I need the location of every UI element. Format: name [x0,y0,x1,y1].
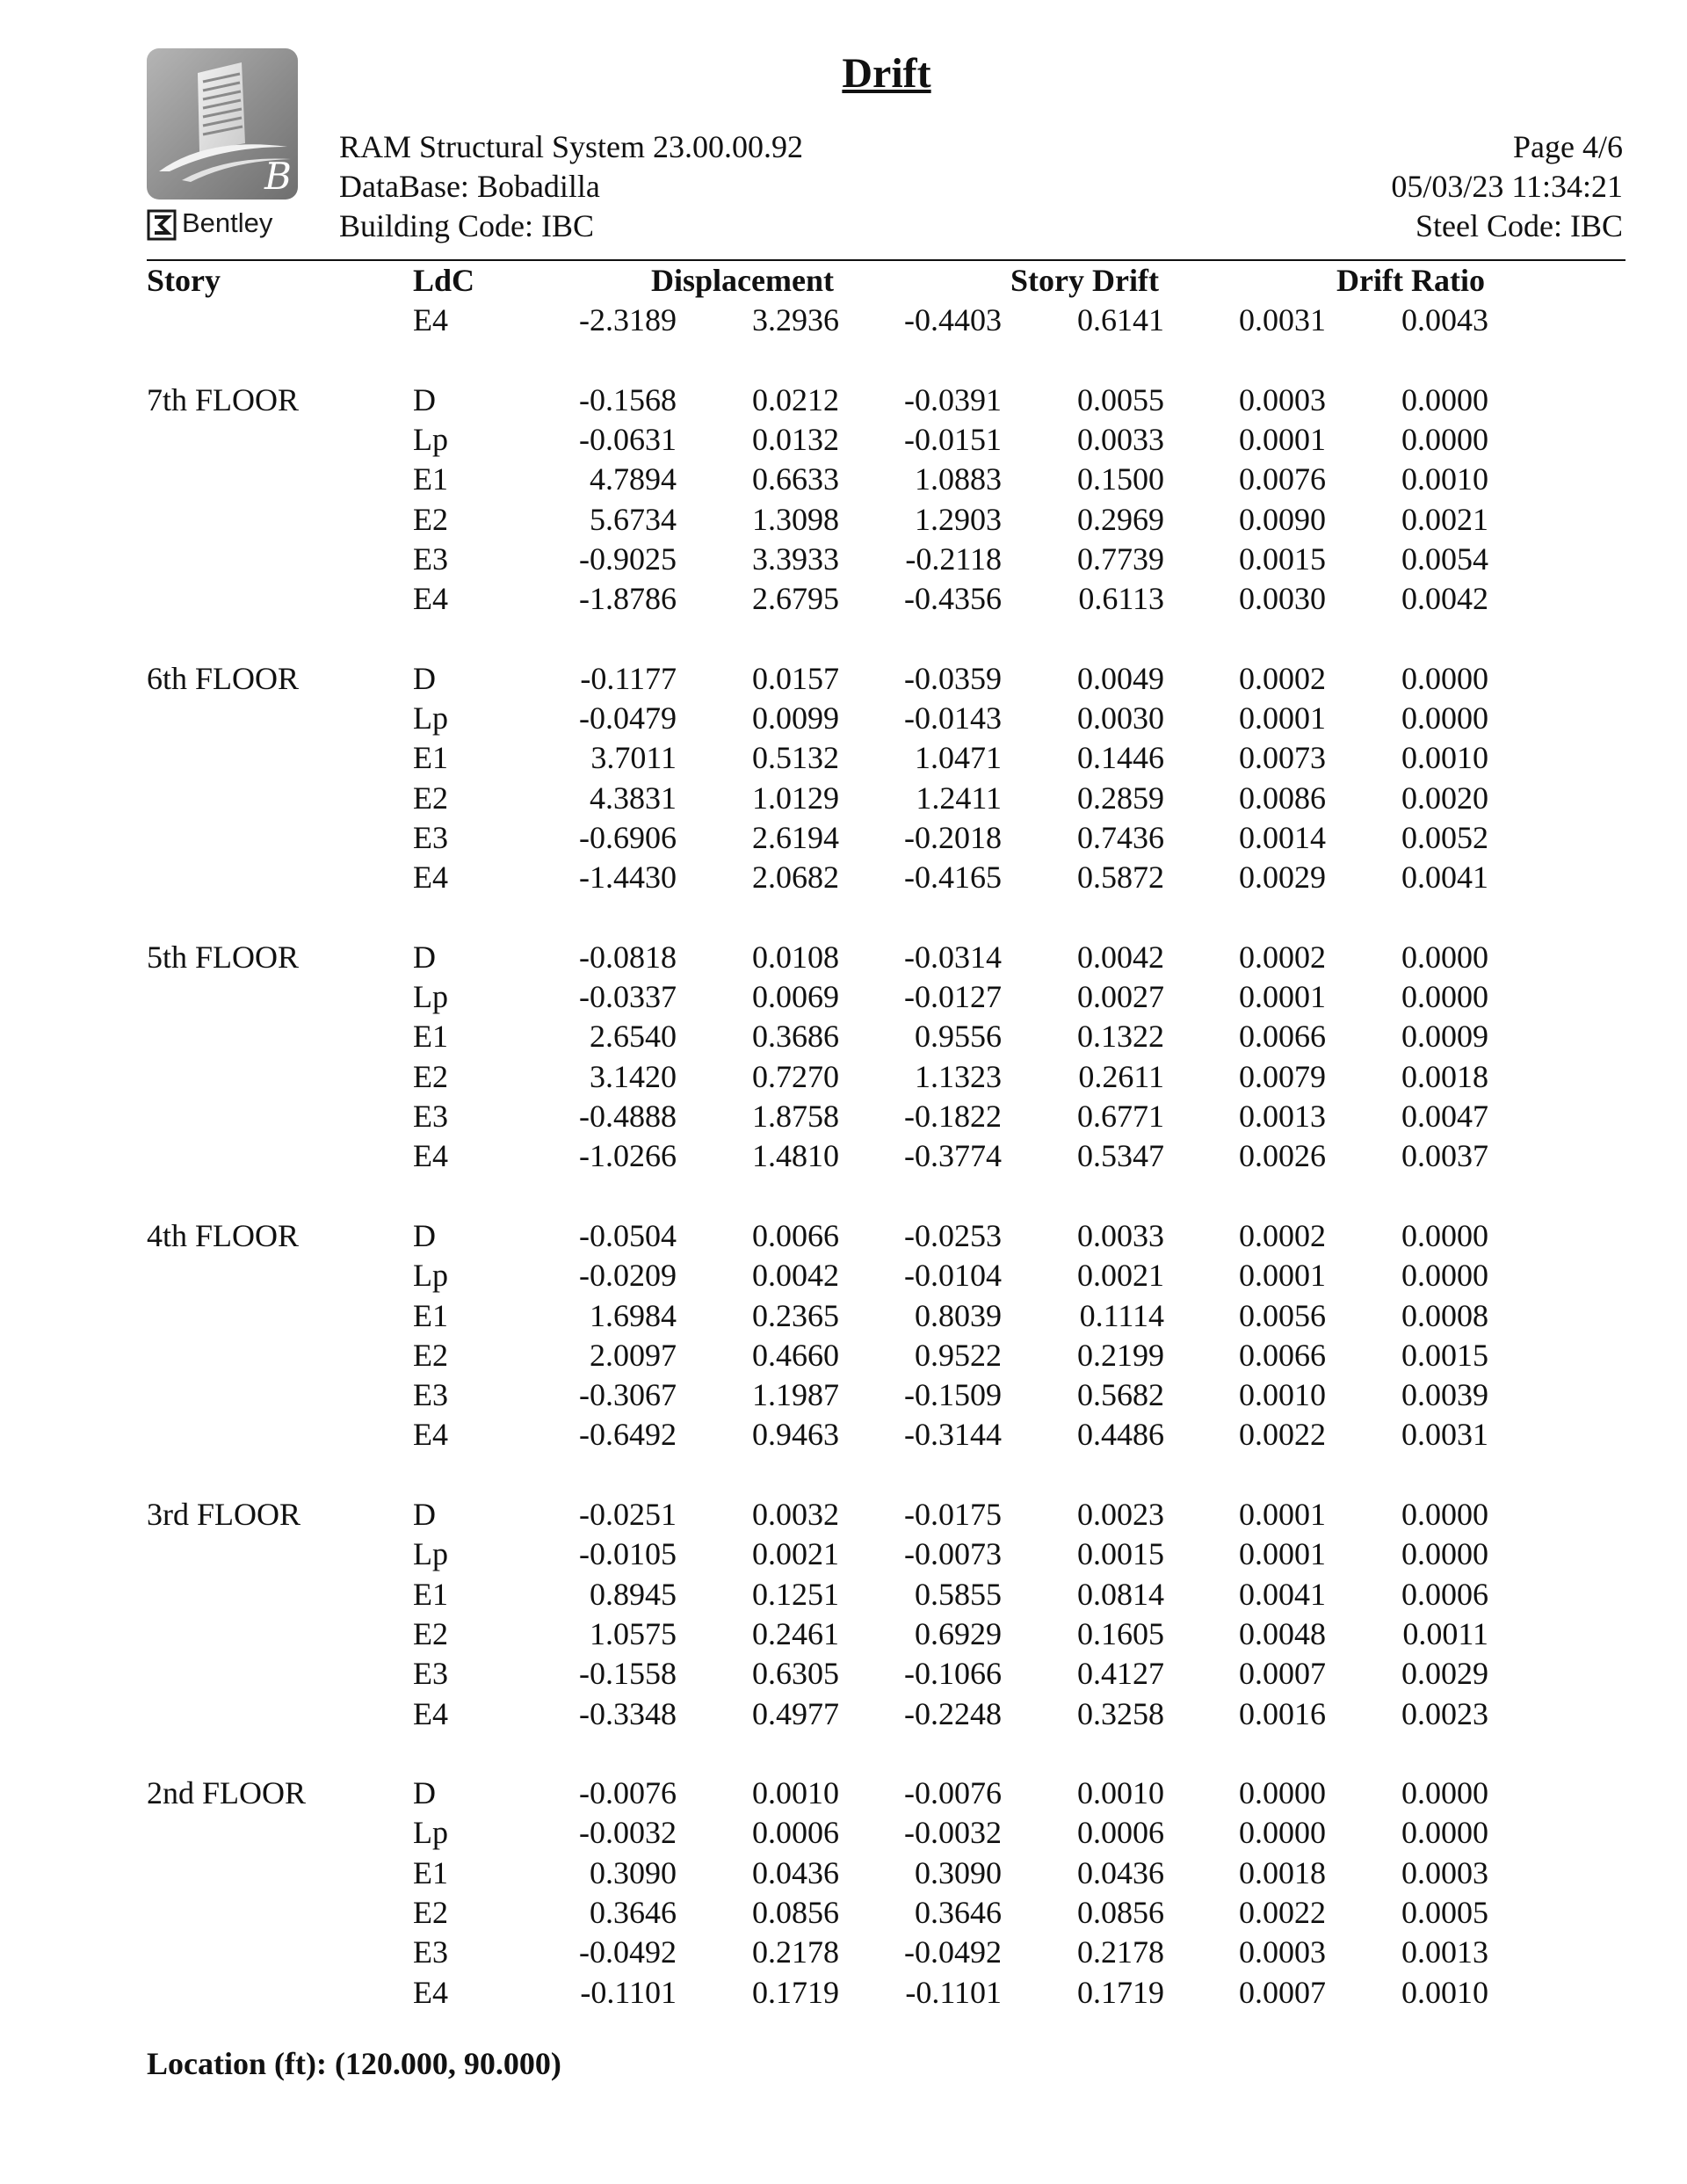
value-cell: -0.2248 [904,1695,1002,1731]
load-case-label: Lp [413,1536,448,1572]
value-cell: 0.1719 [1077,1974,1164,2010]
load-case-label: E3 [413,819,448,855]
value-cell: -0.2018 [904,819,1002,855]
value-cell: 1.0471 [915,740,1002,776]
value-cell: 0.0002 [1239,660,1326,696]
load-case-label: E4 [413,860,448,896]
value-cell: 1.1323 [915,1058,1002,1094]
value-cell: 0.9522 [915,1337,1002,1373]
page-title: Drift [842,50,931,97]
value-cell: 0.8039 [915,1297,1002,1333]
value-cell: 0.8945 [590,1576,677,1612]
value-cell: 0.0000 [1239,1815,1326,1851]
svg-text:B: B [264,155,292,198]
value-cell: 0.3686 [752,1019,839,1055]
value-cell: -0.4888 [579,1099,677,1134]
load-case-label: E2 [413,1337,448,1373]
value-cell: -1.4430 [579,860,677,896]
value-cell: 1.4810 [752,1138,839,1174]
load-case-label: E4 [413,1417,448,1453]
story-label: 4th FLOOR [147,1217,300,1253]
value-cell: 0.4977 [752,1695,839,1731]
value-cell: -0.3774 [904,1138,1002,1174]
value-cell: 0.0436 [752,1854,839,1890]
value-cell: 1.0883 [915,461,1002,497]
value-cell: 0.0039 [1401,1377,1488,1413]
value-cell: -0.3144 [904,1417,1002,1453]
load-case-label: E1 [413,1854,448,1890]
value-cell: 0.0076 [1239,461,1326,497]
value-cell: -0.0314 [904,939,1002,975]
value-cell: 0.0814 [1077,1576,1164,1612]
value-cell: 0.7739 [1077,541,1164,577]
value-cell: 0.4660 [752,1337,839,1373]
value-cell: -0.4403 [904,302,1002,337]
value-cell: 0.5682 [1077,1377,1164,1413]
value-cell: -0.0337 [579,979,677,1015]
value-cell: 0.0006 [1401,1576,1488,1612]
value-cell: -0.0251 [579,1497,677,1532]
value-cell: 0.1500 [1077,461,1164,497]
value-cell: 0.0013 [1401,1934,1488,1970]
value-cell: 0.6771 [1077,1099,1164,1134]
value-cell: 1.0129 [752,780,839,816]
load-case-label: D [413,660,436,696]
load-case-label: Lp [413,979,448,1015]
value-cell: 0.0086 [1239,780,1326,816]
value-cell: -0.0073 [904,1536,1002,1572]
load-case-label: E3 [413,1099,448,1134]
value-cell: 0.0048 [1239,1615,1326,1651]
load-case-label: E3 [413,1656,448,1692]
value-cell: 0.0002 [1239,1217,1326,1253]
value-cell: 2.6194 [752,819,839,855]
value-cell: 0.0022 [1239,1895,1326,1930]
value-cell: 0.0001 [1239,1258,1326,1294]
value-cell: 3.7011 [590,740,677,776]
value-cell: 0.0079 [1239,1058,1326,1094]
load-case-label: E3 [413,1934,448,1970]
value-cell: 0.3258 [1077,1695,1164,1731]
value-cell: -0.3067 [579,1377,677,1413]
value-cell: -0.0492 [904,1934,1002,1970]
value-cell: 0.5855 [915,1576,1002,1612]
value-cell: -0.0127 [904,979,1002,1015]
value-cell: 1.6984 [590,1297,677,1333]
value-cell: 0.0006 [1077,1815,1164,1851]
story-label: 7th FLOOR [147,381,300,417]
value-cell: -0.1822 [904,1099,1002,1134]
timestamp: 05/03/23 11:34:21 [1391,169,1623,204]
load-case-label: Lp [413,421,448,457]
value-cell: -0.6492 [579,1417,677,1453]
value-cell: -0.1177 [580,660,677,696]
location-footer: Location (ft): (120.000, 90.000) [147,2046,561,2081]
value-cell: -0.1101 [905,1974,1002,2010]
col-header-drift-ratio: Drift Ratio [1336,263,1485,298]
value-cell: 0.0021 [752,1536,839,1572]
value-cell: 0.0027 [1077,979,1164,1015]
load-case-label: D [413,381,436,417]
value-cell: -0.1509 [904,1377,1002,1413]
value-cell: 0.0066 [752,1217,839,1253]
value-cell: 0.0041 [1401,860,1488,896]
value-cell: 0.0037 [1401,1138,1488,1174]
value-cell: 0.0015 [1401,1337,1488,1373]
value-cell: 0.0042 [1401,581,1488,617]
value-cell: 0.0006 [752,1815,839,1851]
value-cell: 0.0003 [1401,1854,1488,1890]
load-case-label: Lp [413,1258,448,1294]
load-case-label: E4 [413,581,448,617]
value-cell: 0.0000 [1401,700,1488,736]
value-cell: -0.4356 [904,581,1002,617]
value-cell: 0.0007 [1239,1974,1326,2010]
value-cell: -0.0104 [904,1258,1002,1294]
load-case-label: E2 [413,1615,448,1651]
steel-code: Steel Code: IBC [1415,208,1623,243]
value-cell: 0.0010 [1401,1974,1488,2010]
value-cell: -0.3348 [579,1695,677,1731]
value-cell: 0.0066 [1239,1337,1326,1373]
value-cell: 0.5347 [1077,1138,1164,1174]
value-cell: -0.0076 [579,1775,677,1811]
load-case-label: D [413,939,436,975]
value-cell: 1.2903 [915,501,1002,537]
value-cell: -0.0105 [579,1536,677,1572]
value-cell: 0.0001 [1239,1497,1326,1532]
value-cell: 0.6113 [1078,581,1164,617]
value-cell: -0.0143 [904,700,1002,736]
value-cell: 0.0000 [1401,979,1488,1015]
value-cell: 0.0000 [1401,1258,1488,1294]
col-header-story: Story [147,263,221,298]
value-cell: 0.0018 [1401,1058,1488,1094]
value-cell: 1.0575 [590,1615,677,1651]
value-cell: 0.9556 [915,1019,1002,1055]
value-cell: 0.0000 [1401,1775,1488,1811]
value-cell: 2.6795 [752,581,839,617]
value-cell: 0.0157 [752,660,839,696]
load-case-label: E3 [413,541,448,577]
value-cell: 0.0033 [1077,421,1164,457]
value-cell: 0.0010 [1077,1775,1164,1811]
value-cell: 0.0052 [1401,819,1488,855]
value-cell: 0.6141 [1077,302,1164,337]
value-cell: 1.1987 [752,1377,839,1413]
value-cell: 0.0023 [1077,1497,1164,1532]
load-case-label: Lp [413,1815,448,1851]
story-label: 6th FLOOR [147,660,300,696]
value-cell: 0.7270 [752,1058,839,1094]
bentley-wordmark: Bentley [182,207,273,238]
value-cell: 0.2611 [1078,1058,1164,1094]
load-case-label: E2 [413,501,448,537]
database-name: DataBase: Bobadilla [339,169,600,204]
value-cell: 0.0010 [1401,461,1488,497]
value-cell: -1.0266 [579,1138,677,1174]
load-case-label: E4 [413,302,448,337]
value-cell: 0.0000 [1401,1815,1488,1851]
value-cell: -0.1101 [580,1974,677,2010]
value-cell: 0.0000 [1401,1536,1488,1572]
value-cell: 0.0002 [1239,939,1326,975]
value-cell: 0.3090 [590,1854,677,1890]
value-cell: 0.0008 [1401,1297,1488,1333]
value-cell: 0.0015 [1239,541,1326,577]
value-cell: 0.0013 [1239,1099,1326,1134]
load-case-label: E1 [413,1019,448,1055]
load-case-label: E1 [413,1297,448,1333]
load-case-label: E1 [413,461,448,497]
value-cell: 0.2178 [752,1934,839,1970]
value-cell: 0.5872 [1077,860,1164,896]
value-cell: 0.0000 [1401,1497,1488,1532]
value-cell: 0.0023 [1401,1695,1488,1731]
value-cell: 0.0010 [1239,1377,1326,1413]
col-header-ldc: LdC [413,263,475,298]
value-cell: -0.0151 [904,421,1002,457]
load-case-label: E1 [413,740,448,776]
value-cell: -0.0359 [904,660,1002,696]
value-cell: 0.0073 [1239,740,1326,776]
value-cell: -0.9025 [579,541,677,577]
value-cell: 0.0436 [1077,1854,1164,1890]
value-cell: 2.0682 [752,860,839,896]
value-cell: 0.0009 [1401,1019,1488,1055]
value-cell: -0.0504 [579,1217,677,1253]
load-case-label: E4 [413,1695,448,1731]
value-cell: 0.6633 [752,461,839,497]
value-cell: 0.0007 [1239,1656,1326,1692]
value-cell: 5.6734 [590,501,677,537]
load-case-label: E4 [413,1974,448,2010]
load-case-label: E2 [413,1058,448,1094]
value-cell: -0.0209 [579,1258,677,1294]
value-cell: 0.0043 [1401,302,1488,337]
value-cell: 0.0033 [1077,1217,1164,1253]
value-cell: 0.1114 [1079,1297,1164,1333]
value-cell: -0.0391 [904,381,1002,417]
value-cell: -0.1066 [904,1656,1002,1692]
load-case-label: E2 [413,1895,448,1930]
value-cell: 0.0132 [752,421,839,457]
value-cell: -0.0032 [579,1815,677,1851]
value-cell: 0.0011 [1402,1615,1488,1651]
value-cell: 0.0000 [1401,660,1488,696]
value-cell: 3.1420 [590,1058,677,1094]
value-cell: 0.1446 [1077,740,1164,776]
value-cell: 3.3933 [752,541,839,577]
story-label: 3rd FLOOR [147,1497,301,1532]
story-label: 2nd FLOOR [147,1775,307,1811]
load-case-label: E3 [413,1377,448,1413]
value-cell: 0.5132 [752,740,839,776]
value-cell: 0.0022 [1239,1417,1326,1453]
value-cell: 0.0001 [1239,1536,1326,1572]
value-cell: 2.6540 [590,1019,677,1055]
value-cell: 0.3646 [915,1895,1002,1930]
value-cell: 0.0030 [1077,700,1164,736]
value-cell: -0.2118 [905,541,1002,577]
value-cell: -0.0175 [904,1497,1002,1532]
value-cell: -0.0492 [579,1934,677,1970]
value-cell: 0.0055 [1077,381,1164,417]
value-cell: 0.0099 [752,700,839,736]
value-cell: 0.9463 [752,1417,839,1453]
value-cell: 4.3831 [590,780,677,816]
value-cell: 0.0001 [1239,421,1326,457]
value-cell: 0.0856 [752,1895,839,1930]
value-cell: 0.0041 [1239,1576,1326,1612]
value-cell: 0.0000 [1401,421,1488,457]
value-cell: 0.0000 [1239,1775,1326,1811]
value-cell: 0.2365 [752,1297,839,1333]
value-cell: 0.1322 [1077,1019,1164,1055]
value-cell: 0.0003 [1239,381,1326,417]
value-cell: 0.0049 [1077,660,1164,696]
value-cell: -0.1558 [579,1656,677,1692]
value-cell: 0.0020 [1401,780,1488,816]
load-case-label: D [413,1217,436,1253]
value-cell: 0.1719 [752,1974,839,2010]
value-cell: 0.4127 [1077,1656,1164,1692]
value-cell: 1.3098 [752,501,839,537]
value-cell: 0.2859 [1077,780,1164,816]
value-cell: -0.4165 [904,860,1002,896]
value-cell: 0.2969 [1077,501,1164,537]
value-cell: 0.3090 [915,1854,1002,1890]
software-version: RAM Structural System 23.00.00.92 [339,129,803,164]
value-cell: 0.0010 [752,1775,839,1811]
value-cell: 0.0005 [1401,1895,1488,1930]
value-cell: 0.0042 [752,1258,839,1294]
value-cell: -0.0818 [579,939,677,975]
page-number: Page 4/6 [1513,129,1623,164]
value-cell: -1.8786 [579,581,677,617]
value-cell: 0.0212 [752,381,839,417]
value-cell: 0.0001 [1239,700,1326,736]
value-cell: 0.0003 [1239,1934,1326,1970]
value-cell: 0.0000 [1401,939,1488,975]
value-cell: -0.0032 [904,1815,1002,1851]
value-cell: 0.0029 [1239,860,1326,896]
value-cell: -0.0076 [904,1775,1002,1811]
value-cell: 0.0000 [1401,1217,1488,1253]
value-cell: -0.6906 [579,819,677,855]
value-cell: 0.4486 [1077,1417,1164,1453]
value-cell: 0.0021 [1077,1258,1164,1294]
load-case-label: E1 [413,1576,448,1612]
value-cell: 0.0031 [1401,1417,1488,1453]
value-cell: 0.0010 [1401,740,1488,776]
value-cell: 0.0014 [1239,819,1326,855]
load-case-label: E2 [413,780,448,816]
value-cell: -2.3189 [579,302,677,337]
col-header-story-drift: Story Drift [1010,263,1159,298]
value-cell: -0.0479 [579,700,677,736]
value-cell: 0.0031 [1239,302,1326,337]
value-cell: 1.8758 [752,1099,839,1134]
value-cell: 0.0042 [1077,939,1164,975]
value-cell: 0.0018 [1239,1854,1326,1890]
value-cell: 0.0056 [1239,1297,1326,1333]
value-cell: 0.0016 [1239,1695,1326,1731]
load-case-label: Lp [413,700,448,736]
value-cell: 1.2411 [916,780,1002,816]
value-cell: 0.0090 [1239,501,1326,537]
value-cell: 0.0032 [752,1497,839,1532]
load-case-label: E4 [413,1138,448,1174]
value-cell: 0.0000 [1401,381,1488,417]
value-cell: 0.0054 [1401,541,1488,577]
value-cell: 0.2199 [1077,1337,1164,1373]
value-cell: 0.0069 [752,979,839,1015]
value-cell: 0.0047 [1401,1099,1488,1134]
value-cell: 0.2178 [1077,1934,1164,1970]
value-cell: 4.7894 [590,461,677,497]
value-cell: 0.6305 [752,1656,839,1692]
value-cell: 0.7436 [1077,819,1164,855]
value-cell: 0.0001 [1239,979,1326,1015]
value-cell: 2.0097 [590,1337,677,1373]
value-cell: 0.0015 [1077,1536,1164,1572]
value-cell: 0.0029 [1401,1656,1488,1692]
value-cell: 0.6929 [915,1615,1002,1651]
value-cell: 0.1251 [752,1576,839,1612]
value-cell: 0.0026 [1239,1138,1326,1174]
value-cell: -0.0253 [904,1217,1002,1253]
load-case-label: D [413,1497,436,1532]
value-cell: 0.0066 [1239,1019,1326,1055]
story-label: 5th FLOOR [147,939,300,975]
value-cell: 0.0021 [1401,501,1488,537]
col-header-displacement: Displacement [651,263,834,298]
load-case-label: D [413,1775,436,1811]
value-cell: 0.0856 [1077,1895,1164,1930]
value-cell: 0.0030 [1239,581,1326,617]
building-code: Building Code: IBC [339,208,595,243]
value-cell: 0.1605 [1077,1615,1164,1651]
value-cell: 0.3646 [590,1895,677,1930]
value-cell: 0.0108 [752,939,839,975]
value-cell: -0.0631 [579,421,677,457]
value-cell: -0.1568 [579,381,677,417]
value-cell: 0.2461 [752,1615,839,1651]
value-cell: 3.2936 [752,302,839,337]
